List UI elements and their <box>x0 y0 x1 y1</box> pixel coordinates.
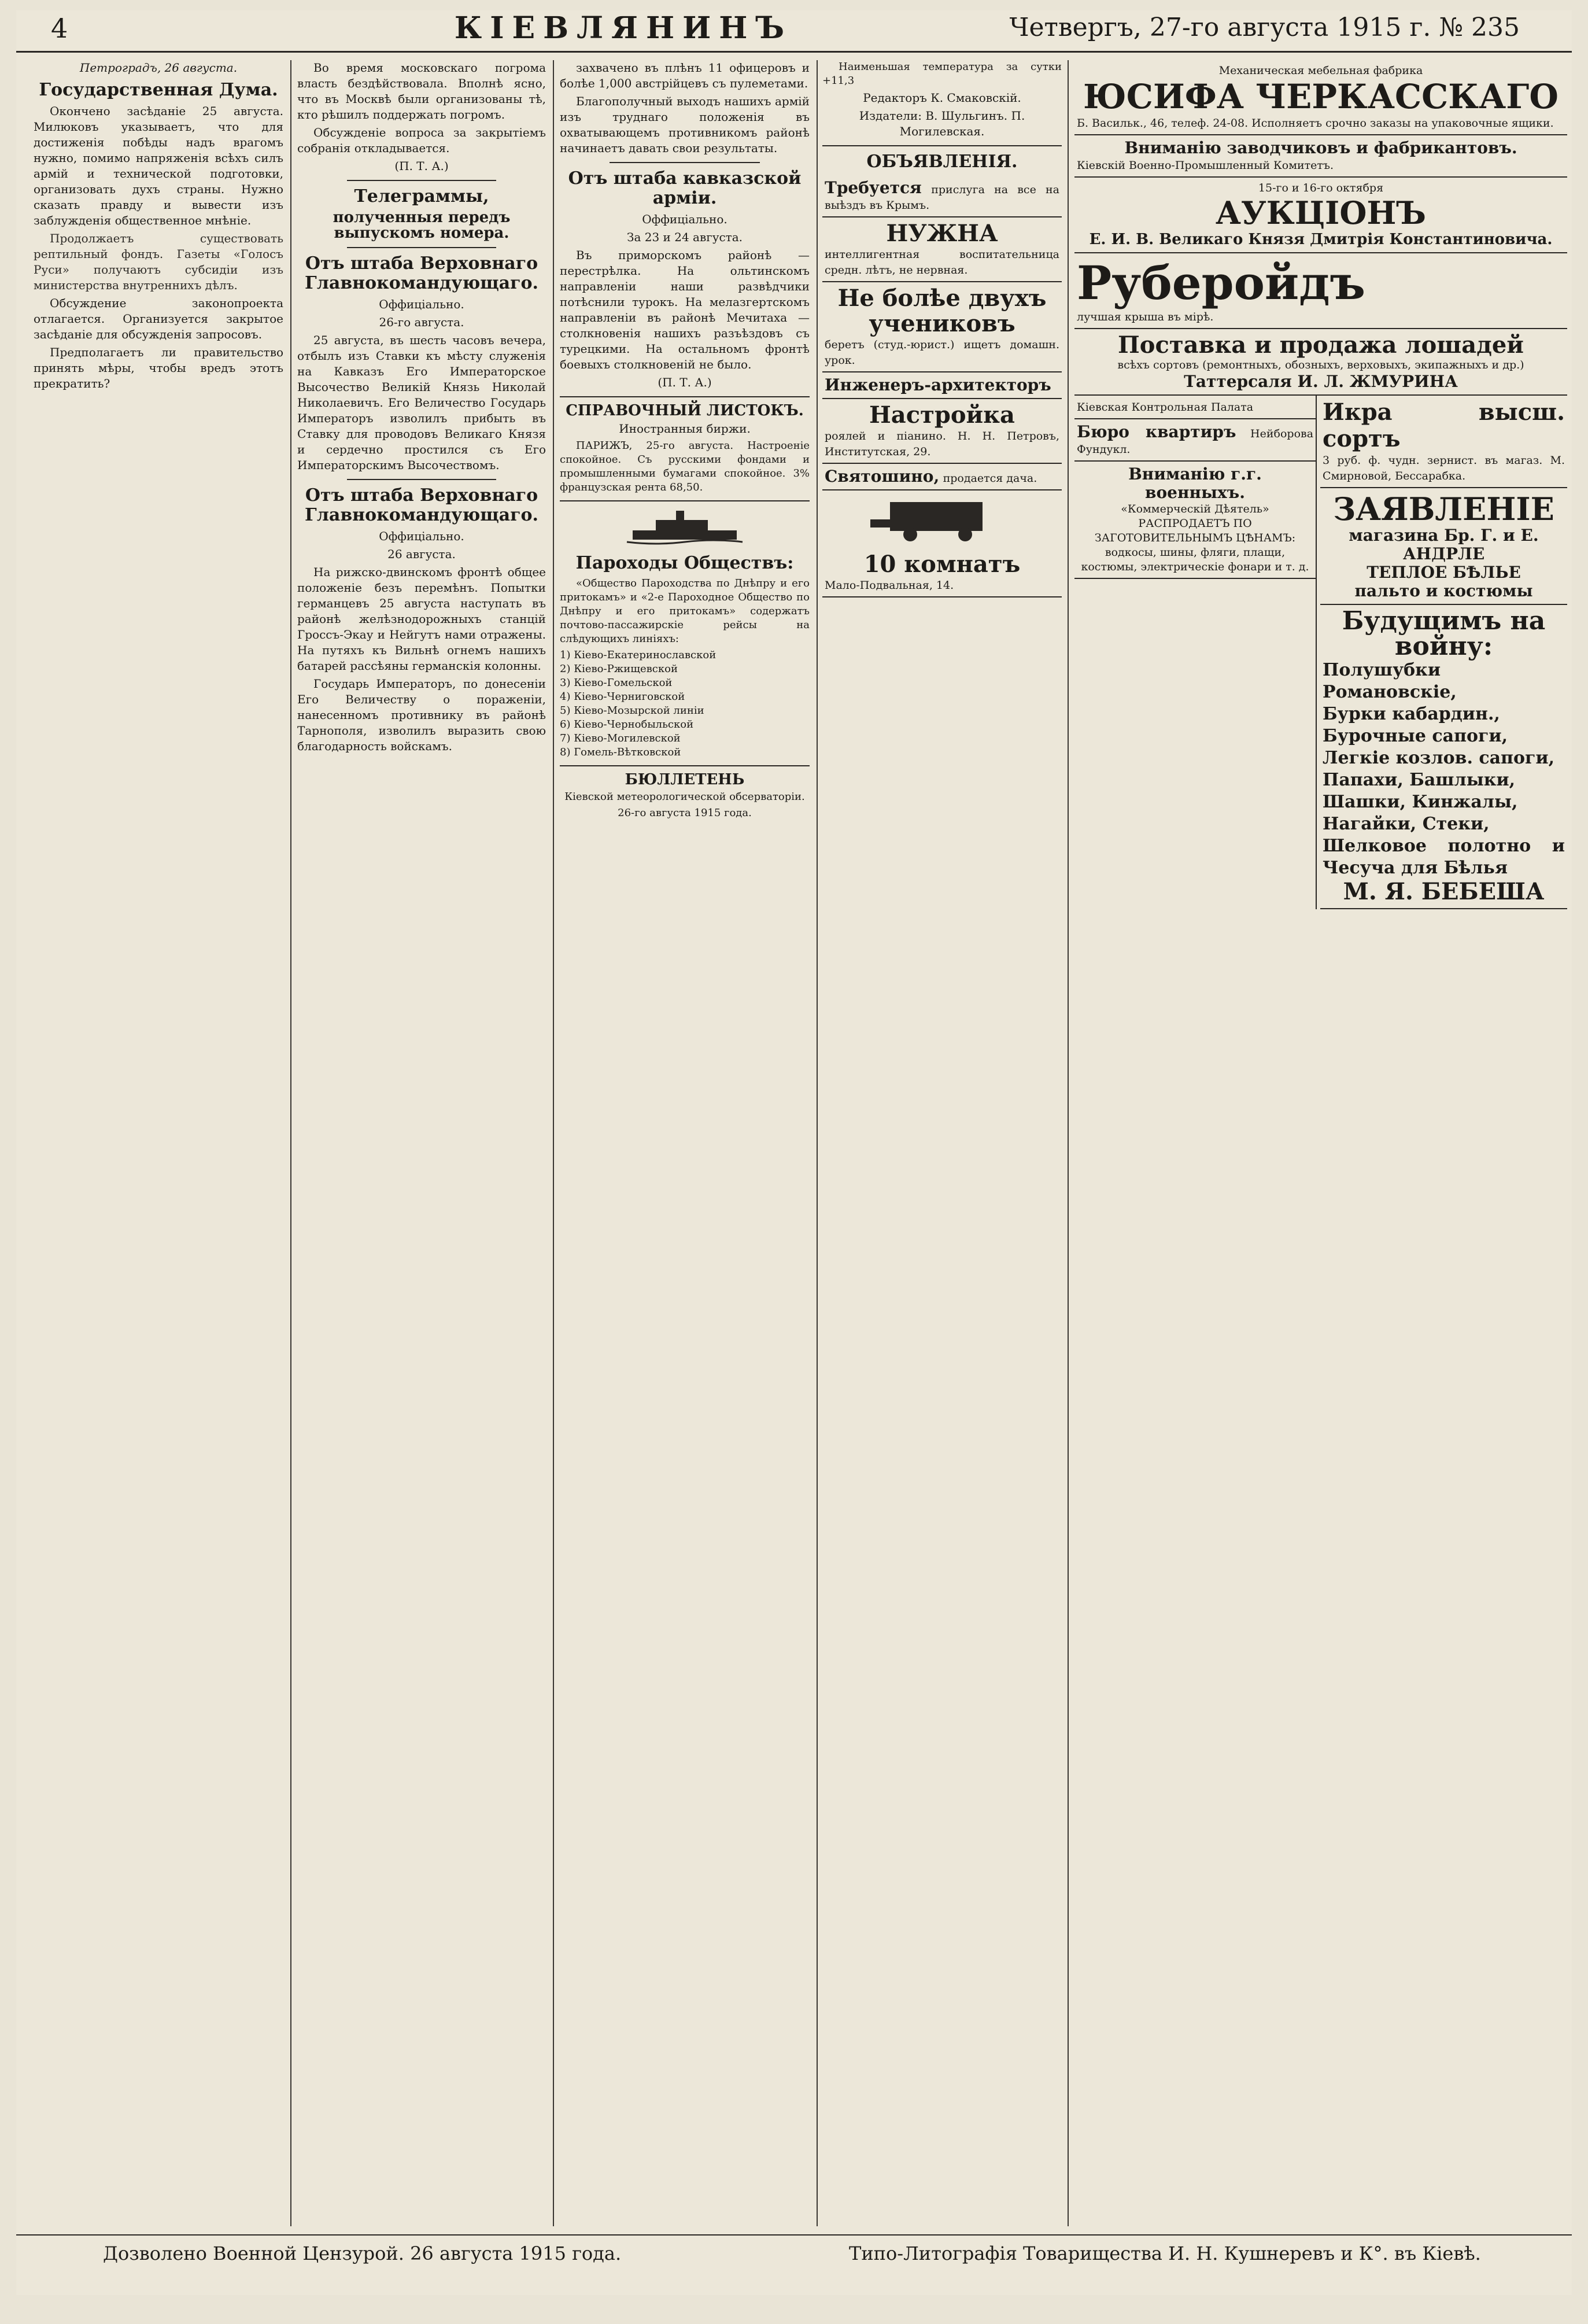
ad-text: магазина Бр. Г. и Е. АНДРЛЕ <box>1349 526 1539 563</box>
exchange-report: ПАРИЖЪ, 25-го августа. Настроеніе спокойное. Съ русскими фондами и промышленными бумагами спокойное. 3% французская рента 68,50. <box>560 440 810 493</box>
ad-row <box>1074 396 1567 909</box>
ships-list <box>560 648 810 759</box>
classified-ad <box>822 217 1062 282</box>
ad-text: всѣхъ сортовъ (ремонтныхъ, обозныхъ, верховыхъ, экипажныхъ и др.) <box>1117 359 1524 371</box>
ad-title: АУКЦІОНЪ <box>1215 194 1427 231</box>
display-ad <box>1320 396 1567 488</box>
divider <box>610 162 759 163</box>
ad-text: Мало-Подвальная, 14. <box>825 579 954 592</box>
page-footer <box>16 2234 1572 2270</box>
article-paragraph: Въ приморскомъ районѣ — перестрѣлка. На ольтинскомъ направленіи наши развѣдчики потѣснили турокъ. На мелазгертскомъ направленіи въ районѣ Мечитаха — столкновенія нашихъ разъѣздовъ съ турецкими. На остальномъ фронтѣ боевыхъ столкновеній не было. <box>560 248 810 371</box>
classified-ad <box>1074 396 1316 419</box>
column-rule <box>553 60 554 2226</box>
bulletin-heading: БЮЛЛЕТЕНЬ <box>625 771 745 788</box>
display-ad <box>1074 60 1567 135</box>
bulletin-date: 26-го августа 1915 года. <box>618 807 752 819</box>
ad-text: прислуга на все на выѣздъ въ Крымъ. <box>825 183 1059 212</box>
furniture-van-illustration <box>867 496 1017 543</box>
column-5 <box>1074 60 1567 2226</box>
ship-line: 8) Гомель-Вѣтковской <box>560 746 681 758</box>
ship-line: 7) Кіево-Могилевской <box>560 732 681 744</box>
ad-text: РАСПРОДАЕТЪ ПО ЗАГОТОВИТЕЛЬНЫМЪ ЦѢНАМЪ: водкосы, шины, фляги, плащи, костюмы, электрическіе фонари и т. д. <box>1081 517 1309 573</box>
ad-text: интеллигентная воспитательница средн. лѣтъ, не нервная. <box>825 248 1059 276</box>
classified-ad <box>822 175 1062 217</box>
ship-line: 1) Кіево-Екатеринославской <box>560 649 717 661</box>
divider <box>347 479 496 480</box>
ad-text: Е. И. В. Великаго Князя Дмитрія Константиновича. <box>1089 231 1553 248</box>
column-rule <box>817 60 818 2226</box>
ad-text: лучшая крыша въ мірѣ. <box>1077 311 1214 323</box>
divider <box>560 765 810 766</box>
ad-subcolumn <box>1074 396 1317 909</box>
ad-kicker: Механическая мебельная фабрика <box>1218 64 1423 77</box>
divider <box>347 180 496 181</box>
article-paragraph: Обсуждение законопроекта отлагается. Организуется закрытое засѣданіе для обсужденія запросовъ. <box>34 296 283 341</box>
ad-title: Святошино, <box>825 467 940 486</box>
ad-title: Икра высш. сортъ <box>1323 399 1565 452</box>
ad-item: Бурки кабардин., <box>1323 704 1500 724</box>
ad-text: Б. Васильк., 46, телеф. 24-08. Исполняетъ срочно заказы на упаковочные ящики. <box>1077 117 1554 130</box>
page-number: 4 <box>51 13 68 44</box>
agency-credit: (П. Т. А.) <box>658 375 712 389</box>
ad-title: Вниманію заводчиковъ и фабрикантовъ. <box>1124 138 1517 157</box>
ad-title: Будущимъ на войну: <box>1342 606 1546 661</box>
ad-title: НУЖНА <box>886 220 998 247</box>
masthead <box>16 10 1572 53</box>
article-paragraph: 25 августа, въ шесть часовъ вечера, отбылъ изъ Ставки къ мѣсту служенія на Кавказъ Его Императорское Высочество Великій Князь Николай Николаевичъ. Его Величество Государь Императоръ изволилъ прибыть въ Ставку для проводовъ Великаго Князя и сердечно простился съ Его Императорскимъ Высочествомъ. <box>297 333 546 472</box>
editor-line: Редакторъ К. Смаковскій. <box>863 91 1021 105</box>
article-paragraph: Государь Императоръ, по донесеніи Его Величеству о пораженіи, нанесенномъ противнику въ районѣ Тарнополя, изволилъ выразить свою благодарность войскамъ. <box>297 677 546 753</box>
column-2 <box>297 60 546 2226</box>
display-ad <box>1074 462 1316 579</box>
article-paragraph: Обсужденіе вопроса за закрытіемъ собранія откладывается. <box>297 126 546 155</box>
ad-title: Бюро квартиръ <box>1077 422 1236 441</box>
divider <box>822 145 1062 146</box>
ad-title: 10 комнатъ <box>863 551 1021 578</box>
bulletin-subheading: Кіевской метеорологической обсерваторіи. <box>564 791 805 803</box>
ads-heading: ОБЪЯВЛЕНІЯ. <box>866 152 1018 172</box>
report-date: За 23 и 24 августа. <box>626 230 743 244</box>
column-1 <box>34 60 283 2226</box>
ship-line: 4) Кіево-Черниговской <box>560 691 685 703</box>
caucasus-heading: Отъ штаба кавказской арміи. <box>568 168 802 208</box>
ad-item: Шелковое полотно и Чесуча для Бѣлья <box>1323 836 1565 878</box>
article-paragraph: Во время московскаго погрома власть бездѣйствовала. Вполнѣ ясно, что въ Москвѣ были организованы тѣ, кто рѣшилъ поддержать погромъ. <box>297 61 546 121</box>
column-rule <box>290 60 291 2226</box>
report-date: 26-го августа. <box>379 315 464 329</box>
report-date: 26 августа. <box>387 547 456 561</box>
ship-line: 6) Кіево-Чернобыльской <box>560 718 694 731</box>
classified-ad <box>822 372 1062 399</box>
ad-item: Нагайки, Стеки, <box>1323 814 1490 834</box>
censor-note: Дозволено Военной Цензурой. 26 августа 1915 года. <box>103 2242 622 2264</box>
column-4 <box>822 60 1062 2226</box>
display-ad <box>1074 135 1567 178</box>
classified-ad <box>822 399 1062 464</box>
article-paragraph: Благополучный выходъ нашихъ армій изъ труднаго положенія въ охватывающемъ противникомъ районѣ начинаетъ давать свои результаты. <box>560 94 810 155</box>
ad-warm-linen: ТЕПЛОЕ БѢЛЬЕ <box>1367 563 1521 582</box>
ad-kicker: 15-го и 16-го октября <box>1258 182 1384 194</box>
steamship-illustration <box>621 507 748 548</box>
ad-subcolumn <box>1317 396 1567 909</box>
article-paragraph: захвачено въ плѣнъ 11 офицеровъ и болѣе 1,000 австрійцевъ съ пулеметами. <box>560 61 810 90</box>
newspaper-page <box>16 10 1572 2295</box>
printer-note: Типо-Литографія Товарищества И. Н. Кушнеревъ и К°. въ Кіевѣ. <box>849 2242 1481 2264</box>
ad-title: Настройка <box>869 401 1015 429</box>
hq-heading: Отъ штаба Верховнаго Главнокомандующаго. <box>305 485 538 525</box>
ad-title: ЗАЯВЛЕНІЕ <box>1333 490 1554 527</box>
article-paragraph: Продолжаетъ существовать рептильный фондъ. Газеты «Голосъ Руси» получаютъ субсидіи изъ министерства внутреннихъ дѣлъ. <box>34 231 283 292</box>
ad-item: Полушубки Романовскіе, <box>1323 660 1457 702</box>
ad-title: ЮСИФА ЧЕРКАССКАГО <box>1083 77 1559 116</box>
display-ad <box>1074 329 1567 396</box>
ad-text: Кіевскій Военно-Промышленный Комитетъ. <box>1077 159 1334 172</box>
ad-text: продается дача. <box>943 472 1037 485</box>
display-ad <box>1074 253 1567 329</box>
ad-name: Таттерсаля И. Л. ЖМУРИНА <box>1184 372 1458 391</box>
ad-title: Поставка и продажа лошадей <box>1118 331 1524 359</box>
ship-line: 3) Кіево-Гомельской <box>560 677 673 689</box>
column-rule <box>1068 60 1069 2226</box>
ad-item: Шашки, Кинжалы, <box>1323 792 1518 812</box>
hq-heading: Отъ штаба Верховнаго Главнокомандующаго. <box>305 253 538 293</box>
ad-item: Бурочные сапоги, <box>1323 726 1508 746</box>
column-3 <box>560 60 810 2226</box>
dateline: Петроградъ, 26 августа. <box>79 61 238 75</box>
classified-ad <box>822 464 1062 490</box>
divider <box>560 500 810 501</box>
telegram-subheading: полученныя передъ выпускомъ номера. <box>333 209 511 242</box>
reference-heading: СПРАВОЧНЫЙ ЛИСТОКЪ. <box>566 402 804 419</box>
display-ad <box>1320 605 1567 909</box>
ad-text: беретъ (студ.-юрист.) ищетъ домашн. урок. <box>825 338 1059 367</box>
ships-heading: Пароходы Обществъ: <box>575 553 794 573</box>
reference-subheading: Иностранныя биржи. <box>619 422 751 436</box>
ad-shop-name: М. Я. БЕБЕША <box>1343 878 1545 905</box>
publishers-line: Издатели: В. Шульгинъ. П. Могилевская. <box>859 109 1025 138</box>
ships-intro: «Общество Пароходства по Днѣпру и его притокамъ» и «2-е Пароходное Общество по Днѣпру и его притокамъ» содержатъ почтово-пассажирскіе рейсы на слѣдующихъ линіяхъ: <box>560 577 810 645</box>
classified-ad <box>822 282 1062 372</box>
ad-text: Нейборова Фундукл. <box>1077 427 1314 456</box>
ad-title: Требуется <box>825 178 922 197</box>
official-label: Оффиціально. <box>642 212 727 226</box>
official-label: Оффиціально. <box>379 297 464 311</box>
ad-title: Руберойдъ <box>1077 256 1365 310</box>
newspaper-title: КІЕВЛЯНИНЪ <box>454 10 793 46</box>
ad-text: 3 руб. ф. чудн. зернист. въ магаз. М. Смирновой, Бессарабка. <box>1323 454 1565 482</box>
article-paragraph: Предполагаетъ ли правительство принять мѣры, чтобы вредъ этотъ прекратить? <box>34 345 283 390</box>
ship-line: 5) Кіево-Мозырской линіи <box>560 704 704 717</box>
duma-heading: Государственная Дума. <box>39 80 278 100</box>
issue-date: Четвергъ, 27-го августа 1915 г. № 235 <box>1009 13 1520 42</box>
ad-title: Не болѣе двухъ учениковъ <box>837 285 1047 337</box>
ad-item: Папахи, Башлыки, <box>1323 770 1516 790</box>
ad-text: роялей и піанино. Н. Н. Петровъ, Институтская, 29. <box>825 430 1059 458</box>
agency-credit: (П. Т. А.) <box>394 159 449 173</box>
telegram-heading: Телеграммы, <box>354 186 489 206</box>
ad-item: Легкіе козлов. сапоги, <box>1323 748 1555 768</box>
classified-ad <box>1074 419 1316 462</box>
official-label: Оффиціально. <box>379 529 464 543</box>
ad-text: Кіевская Контрольная Палата <box>1077 401 1254 414</box>
weather-line: Наименьшая температура за сутки +11,3 <box>822 61 1062 87</box>
divider <box>347 247 496 248</box>
ad-title: Инженеръ-архитекторъ <box>825 375 1051 394</box>
ad-firm: «Коммерческій Дѣятель» <box>1121 503 1269 515</box>
article-paragraph: На рижско-двинскомъ фронтѣ общее положеніе безъ перемѣнъ. Попытки германцевъ 25 августа наступать въ районѣ желѣзнодорожныхъ станцій Гроссъ-Экау и Нейгутъ нами отражены. На путяхъ къ Вильнѣ огнемъ нашихъ батарей рассѣяны германскія колонны. <box>297 565 546 673</box>
ship-line: 2) Кіево-Ржищевской <box>560 663 678 675</box>
display-ad <box>1320 488 1567 605</box>
article-paragraph: Окончено засѣданіе 25 августа. Милюковъ указываетъ, что для достиженія побѣды надъ врагомъ нужно, помимо напряженія всѣхъ силъ армій и технической подготовки, организовать духъ страны. Нужно сказать правду и вывести изъ заблужденія общественное мнѣніе. <box>34 104 283 227</box>
display-ad <box>1074 178 1567 253</box>
classified-ad <box>822 548 1062 597</box>
ad-title: Вниманію г.г. военныхъ. <box>1128 464 1262 502</box>
divider <box>560 396 810 397</box>
ad-coats: пальто и костюмы <box>1354 581 1533 600</box>
